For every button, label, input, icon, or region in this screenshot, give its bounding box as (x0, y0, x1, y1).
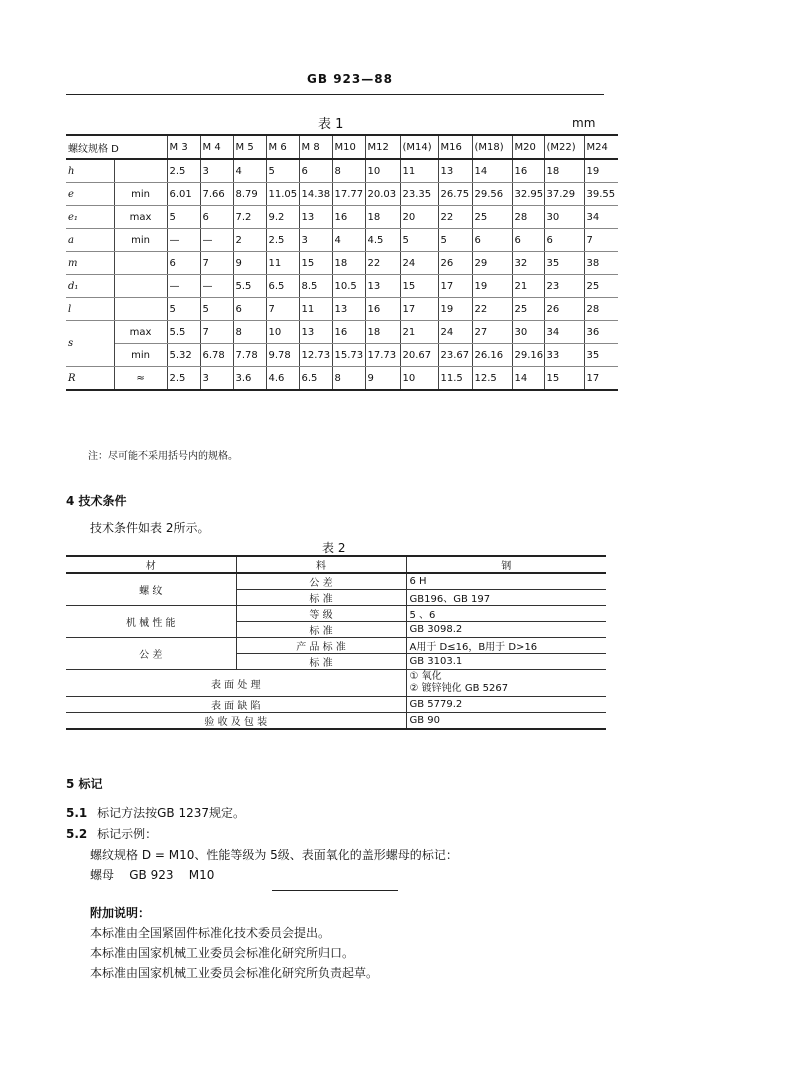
t2-surface-treatment-value (406, 670, 606, 697)
t2-product-standard: 产 品 标 准 (236, 638, 406, 654)
table-cell: 10 (266, 321, 299, 344)
table-cell: 6 (299, 159, 332, 183)
table-cell: 8 (332, 367, 365, 391)
table-cell: 26 (438, 252, 472, 275)
table-cell: 7 (200, 252, 233, 275)
table2-title: 表 2 (322, 541, 346, 555)
t2-surface-option-1: ① 氧化 (409, 671, 442, 682)
table-cell: 5.5 (233, 275, 266, 298)
row-symbol: m (66, 252, 114, 275)
table-cell: 8 (233, 321, 266, 344)
table-cell: 8.5 (299, 275, 332, 298)
table-cell: 20 (400, 206, 438, 229)
table-cell: 5.32 (167, 344, 200, 367)
table1-header-row (66, 135, 618, 159)
table-cell: 16 (332, 206, 365, 229)
t2-thread-standard: 标 准 (236, 590, 406, 606)
table-cell: 3 (299, 229, 332, 252)
table-cell: 8 (332, 159, 365, 183)
table-cell: 16 (365, 298, 400, 321)
table-cell: 5 (438, 229, 472, 252)
table-cell: 23.67 (438, 344, 472, 367)
t2-tol-standard-value: GB 3103.1 (406, 654, 606, 670)
t2-thread-tolerance: 公 差 (236, 573, 406, 590)
row-symbol: d₁ (66, 275, 114, 298)
t2-tol-standard: 标 准 (236, 654, 406, 670)
table-cell: 19 (472, 275, 512, 298)
header-size: M 5 (233, 135, 266, 159)
table-cell: 29.16 (512, 344, 544, 367)
table-cell: 22 (365, 252, 400, 275)
page-header: GB 923—88 (307, 72, 393, 86)
t2-mech-standard-value: GB 3098.2 (406, 622, 606, 638)
table-cell: 22 (472, 298, 512, 321)
table-cell: 35 (584, 344, 618, 367)
table-row (66, 206, 618, 229)
table-cell: 20.67 (400, 344, 438, 367)
table-cell: 37.29 (544, 183, 584, 206)
table-cell: 16 (332, 321, 365, 344)
t2-surface-option-2: ② 镀锌钝化 GB 5267 (409, 683, 509, 694)
t2-acceptance: 验 收 及 包 装 (66, 713, 406, 730)
table-cell: 4 (332, 229, 365, 252)
table-cell: 7 (200, 321, 233, 344)
row-symbol: e (66, 183, 114, 206)
table-cell: 3.6 (233, 367, 266, 391)
table-cell: 24 (400, 252, 438, 275)
t2-surface-treatment: 表 面 处 理 (66, 670, 406, 697)
section5-heading: 5 标记 (66, 777, 103, 791)
table-cell: 6 (200, 206, 233, 229)
table-cell: 6.78 (200, 344, 233, 367)
t2-thread-tolerance-value: 6 H (406, 573, 606, 590)
table-cell: 13 (332, 298, 365, 321)
table-cell: 30 (544, 206, 584, 229)
table-row (66, 229, 618, 252)
section4-heading: 4 技术条件 (66, 494, 127, 508)
header-size: M 3 (167, 135, 200, 159)
table1-title: 表 1 (318, 117, 344, 132)
table-cell: 9.78 (266, 344, 299, 367)
appendix-line: 本标准由国家机械工业委员会标准化研究所负责起草。 (90, 966, 379, 980)
row-symbol: s (66, 321, 114, 367)
table-cell: 7.66 (200, 183, 233, 206)
table-cell: 13 (365, 275, 400, 298)
t2-mech-standard: 标 准 (236, 622, 406, 638)
section5-1-text: 标记方法按GB 1237规定。 (97, 806, 245, 820)
table-row (66, 344, 618, 367)
table-cell: 27 (472, 321, 512, 344)
table-cell: 32.95 (512, 183, 544, 206)
header-size: M 4 (200, 135, 233, 159)
table-cell: 25 (512, 298, 544, 321)
table-row (66, 183, 618, 206)
table-cell: — (167, 229, 200, 252)
table-cell: 26 (544, 298, 584, 321)
table-row (66, 275, 618, 298)
table-row (66, 159, 618, 183)
table-cell: 26.16 (472, 344, 512, 367)
table-cell: 5 (266, 159, 299, 183)
row-symbol: e₁ (66, 206, 114, 229)
table-cell: 17 (400, 298, 438, 321)
table-cell: 2 (233, 229, 266, 252)
table-cell: 17.77 (332, 183, 365, 206)
section5-1-number: 5.1 (66, 806, 88, 820)
table-cell: 23 (544, 275, 584, 298)
table-cell: 15.73 (332, 344, 365, 367)
t2-header-material: 材 (66, 556, 236, 573)
table-cell: 9 (233, 252, 266, 275)
row-symbol: R (66, 367, 114, 391)
section5-2-text: 标记示例： (97, 827, 158, 841)
t2-thread: 螺 纹 (66, 573, 236, 606)
table-cell: 15 (299, 252, 332, 275)
technical-conditions-table (66, 555, 606, 730)
table-cell: 38 (584, 252, 618, 275)
header-thread-spec: 螺纹规格 D (66, 135, 167, 159)
table-cell: 34 (544, 321, 584, 344)
table-cell: 22 (438, 206, 472, 229)
table-cell: 36 (584, 321, 618, 344)
header-rule (66, 94, 604, 95)
table-cell: 16 (512, 159, 544, 183)
table-cell: 2.5 (167, 159, 200, 183)
table-cell: 12.73 (299, 344, 332, 367)
table-row (66, 321, 618, 344)
table-cell: 4.5 (365, 229, 400, 252)
table-cell: 8.79 (233, 183, 266, 206)
row-qualifier (114, 252, 167, 275)
row-qualifier (114, 298, 167, 321)
table-cell: 11 (266, 252, 299, 275)
table-cell: 18 (365, 321, 400, 344)
table-cell: 11.05 (266, 183, 299, 206)
table-cell: 10.5 (332, 275, 365, 298)
row-qualifier: max (114, 206, 167, 229)
table-cell: 39.55 (584, 183, 618, 206)
row-qualifier (114, 159, 167, 183)
table-cell: 4.6 (266, 367, 299, 391)
table-cell: 2.5 (167, 367, 200, 391)
section5-2 (66, 825, 157, 842)
header-size: M 6 (266, 135, 299, 159)
appendix-line: 本标准由国家机械工业委员会标准化研究所归口。 (90, 946, 355, 960)
table-row (66, 252, 618, 275)
table-cell: 18 (365, 206, 400, 229)
table-cell: 6 (472, 229, 512, 252)
t2-mechanical: 机 械 性 能 (66, 606, 236, 638)
table-cell: 15 (544, 367, 584, 391)
table-cell: 10 (400, 367, 438, 391)
table-cell: 11 (299, 298, 332, 321)
table-cell: 11 (400, 159, 438, 183)
table-cell: 18 (544, 159, 584, 183)
table-cell: 29.56 (472, 183, 512, 206)
table-cell: 15 (400, 275, 438, 298)
table-cell: 6 (233, 298, 266, 321)
table-cell: 13 (438, 159, 472, 183)
section5-1 (66, 804, 245, 821)
table-cell: 25 (584, 275, 618, 298)
row-qualifier (114, 275, 167, 298)
table-cell: 7.78 (233, 344, 266, 367)
t2-product-standard-value: A用于 D≤16，B用于 D>16 (406, 638, 606, 654)
table-cell: 26.75 (438, 183, 472, 206)
table1-unit: mm (572, 116, 596, 130)
table-cell: 5 (167, 206, 200, 229)
table-cell: 7.2 (233, 206, 266, 229)
header-size: (M18) (472, 135, 512, 159)
table-cell: 29 (472, 252, 512, 275)
table-cell: 14 (472, 159, 512, 183)
table-cell: 17.73 (365, 344, 400, 367)
table-cell: 6.5 (266, 275, 299, 298)
row-symbol: l (66, 298, 114, 321)
table-cell: 25 (472, 206, 512, 229)
table-cell: 6.01 (167, 183, 200, 206)
table-cell: 6 (512, 229, 544, 252)
dimension-table (66, 134, 618, 391)
marking-example: 螺母 GB 923 M10 (90, 868, 215, 882)
table-cell: 32 (512, 252, 544, 275)
table-cell: 24 (438, 321, 472, 344)
table-cell: 13 (299, 321, 332, 344)
table-cell: — (200, 275, 233, 298)
header-size: M10 (332, 135, 365, 159)
table-cell: 28 (584, 298, 618, 321)
t2-header-material2: 料 (236, 556, 406, 573)
table-cell: 4 (233, 159, 266, 183)
header-size: M20 (512, 135, 544, 159)
row-qualifier: max (114, 321, 167, 344)
row-symbol: h (66, 159, 114, 183)
table-cell: 11.5 (438, 367, 472, 391)
table-cell: 10 (365, 159, 400, 183)
table-cell: 23.35 (400, 183, 438, 206)
table-cell: 17 (584, 367, 618, 391)
t2-surface-defect: 表 面 缺 陷 (66, 697, 406, 713)
table-cell: 20.03 (365, 183, 400, 206)
row-symbol: a (66, 229, 114, 252)
appendix-line: 本标准由全国紧固件标准化技术委员会提出。 (90, 926, 331, 940)
table-cell: 21 (512, 275, 544, 298)
marking-example-description: 螺纹规格 D = M10、性能等级为 5级、表面氧化的盖形螺母的标记： (90, 848, 458, 862)
table-cell: 14.38 (299, 183, 332, 206)
header-size: (M14) (400, 135, 438, 159)
table-cell: 19 (438, 298, 472, 321)
table-cell: 28 (512, 206, 544, 229)
table-cell: — (167, 275, 200, 298)
table-cell: 5 (167, 298, 200, 321)
header-size: M12 (365, 135, 400, 159)
table-cell: 21 (400, 321, 438, 344)
table-row (66, 367, 618, 391)
table-cell: 5 (400, 229, 438, 252)
t2-header-steel: 钢 (406, 556, 606, 573)
table-cell: 3 (200, 367, 233, 391)
table-cell: 2.5 (266, 229, 299, 252)
t2-grade: 等 级 (236, 606, 406, 622)
table-cell: 34 (584, 206, 618, 229)
table-cell: 35 (544, 252, 584, 275)
table-cell: 19 (584, 159, 618, 183)
table-cell: 14 (512, 367, 544, 391)
t2-thread-standard-value: GB196、GB 197 (406, 590, 606, 606)
table-cell: 7 (584, 229, 618, 252)
separator-rule (272, 890, 398, 891)
row-qualifier: min (114, 344, 167, 367)
t2-grade-value: 5 、6 (406, 606, 606, 622)
header-size: M 8 (299, 135, 332, 159)
table-cell: — (200, 229, 233, 252)
table-cell: 12.5 (472, 367, 512, 391)
table-cell: 5 (200, 298, 233, 321)
table-cell: 18 (332, 252, 365, 275)
table-cell: 17 (438, 275, 472, 298)
row-qualifier: min (114, 183, 167, 206)
table-row (66, 298, 618, 321)
header-size: M16 (438, 135, 472, 159)
t2-acceptance-value: GB 90 (406, 713, 606, 730)
header-size: (M22) (544, 135, 584, 159)
table-cell: 5.5 (167, 321, 200, 344)
table-cell: 30 (512, 321, 544, 344)
section5-2-number: 5.2 (66, 827, 88, 841)
table-cell: 9 (365, 367, 400, 391)
table-cell: 6 (167, 252, 200, 275)
row-qualifier: min (114, 229, 167, 252)
table-cell: 9.2 (266, 206, 299, 229)
table-cell: 6.5 (299, 367, 332, 391)
table-cell: 13 (299, 206, 332, 229)
section4-intro: 技术条件如表 2所示。 (90, 521, 210, 535)
table-cell: 6 (544, 229, 584, 252)
t2-tolerance: 公 差 (66, 638, 236, 670)
table1-note: 注：尽可能不采用括号内的规格。 (88, 451, 238, 462)
row-qualifier: ≈ (114, 367, 167, 391)
table-cell: 3 (200, 159, 233, 183)
header-size: M24 (584, 135, 618, 159)
t2-surface-defect-value: GB 5779.2 (406, 697, 606, 713)
appendix-heading: 附加说明： (90, 906, 151, 920)
table-cell: 33 (544, 344, 584, 367)
table-cell: 7 (266, 298, 299, 321)
